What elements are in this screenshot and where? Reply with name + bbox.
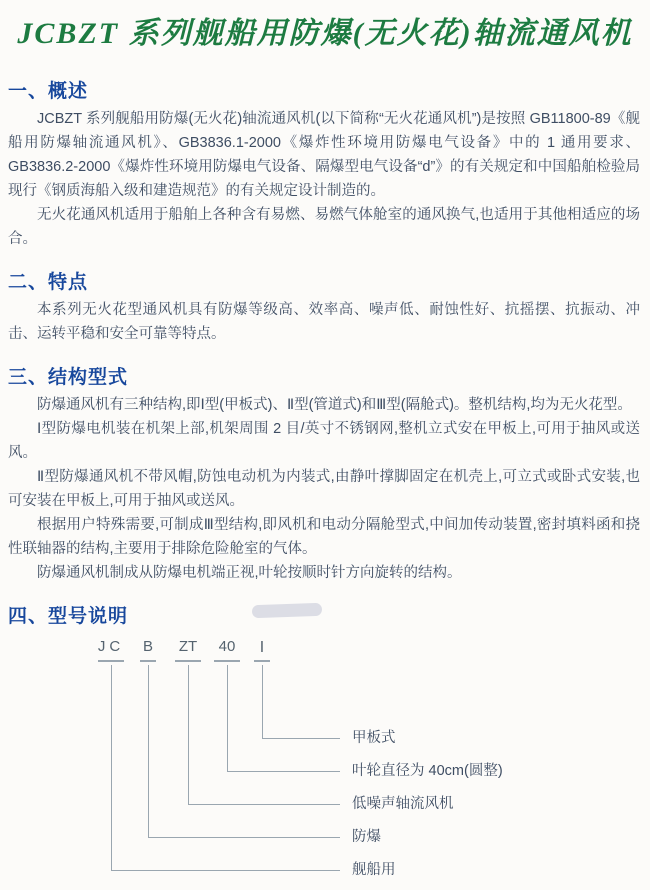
paragraph: 防爆通风机有三种结构,即Ⅰ型(甲板式)、Ⅱ型(管道式)和Ⅲ型(隔舱式)。整机结构,均为无火花型。 xyxy=(37,397,632,413)
paragraph: 本系列无火花型通风机具有防爆等级高、效率高、噪声低、耐蚀性好、抗摇摆、抗振动、冲击、运转平稳和安全可靠等特点。 xyxy=(8,302,640,342)
code-underline xyxy=(98,660,124,662)
model-code-part: JC xyxy=(97,638,125,655)
code-meaning-label: 防爆 xyxy=(352,829,381,845)
redaction-smudge xyxy=(252,603,322,618)
connector-vertical-line xyxy=(148,665,149,837)
connector-horizontal-line xyxy=(262,738,340,739)
model-code-part: ZT xyxy=(178,638,198,655)
paragraph: 防爆通风机制成从防爆电机端正视,叶轮按顺时针方向旋转的结构。 xyxy=(37,565,462,581)
connector-vertical-line xyxy=(262,665,263,738)
paragraph: Ⅱ型防爆通风机不带风帽,防蚀电动机为内装式,由静叶撑脚固定在机壳上,可立式或卧式安装,也可安装在甲板上,可用于抽风或送风。 xyxy=(8,469,640,509)
code-underline xyxy=(254,660,270,662)
connector-horizontal-line xyxy=(148,837,340,838)
model-code-part: 40 xyxy=(218,638,236,655)
connector-horizontal-line xyxy=(188,804,340,805)
section-heading-model: 四、型号说明 xyxy=(8,601,650,628)
code-meaning-label: 叶轮直径为 40cm(圆整) xyxy=(352,763,503,779)
paragraph: 根据用户特殊需要,可制成Ⅲ型结构,即风机和电动分隔舱型式,中间加传动装置,密封填料函和挠性联轴器的结构,主要用于排除危险舱室的气体。 xyxy=(8,517,640,557)
code-underline xyxy=(175,660,201,662)
paragraph: JCBZT 系列舰船用防爆(无火花)轴流通风机(以下简称“无火花通风机”)是按照 GB11800-89《舰船用防爆轴流通风机》、GB3836.1-2000《爆炸性环境用防爆电气设备》中的 1 通用要求、GB3836.2-2000《爆炸性环境用防爆电气设备、隔爆型电气设备“d”》的有关规定和中国船舶检验局现行《钢质海船入级和建造规范》的有关规定设计制造的。 xyxy=(8,111,640,199)
connector-vertical-line xyxy=(188,665,189,804)
connector-horizontal-line xyxy=(227,771,340,772)
connector-vertical-line xyxy=(111,665,112,870)
section-heading-structure: 三、结构型式 xyxy=(8,367,129,388)
model-code-part: B xyxy=(142,638,153,655)
code-underline xyxy=(140,660,156,662)
code-meaning-label: 舰船用 xyxy=(352,862,396,878)
connector-horizontal-line xyxy=(111,870,340,871)
document-title: JCBZT 系列舰船用防爆(无火花)轴流通风机 xyxy=(17,17,633,50)
paragraph: Ⅰ型防爆电机装在机架上部,机架周围 2 目/英寸不锈钢网,整机立式安在甲板上,可用于抽风或送风。 xyxy=(8,421,640,461)
document-page xyxy=(0,8,650,878)
paragraph: 无火花通风机适用于船舶上各种含有易燃、易燃气体舱室的通风换气,也适用于其他相适应的场合。 xyxy=(8,207,640,247)
code-meaning-label: 低噪声轴流风机 xyxy=(352,796,454,812)
code-underline xyxy=(214,660,240,662)
model-code-part: Ⅰ xyxy=(259,639,265,656)
connector-vertical-line xyxy=(227,665,228,771)
code-meaning-label: 甲板式 xyxy=(352,730,396,746)
section-heading-features: 二、特点 xyxy=(8,272,89,293)
model-code-diagram xyxy=(0,638,650,890)
section-heading-overview: 一、概述 xyxy=(8,81,89,102)
